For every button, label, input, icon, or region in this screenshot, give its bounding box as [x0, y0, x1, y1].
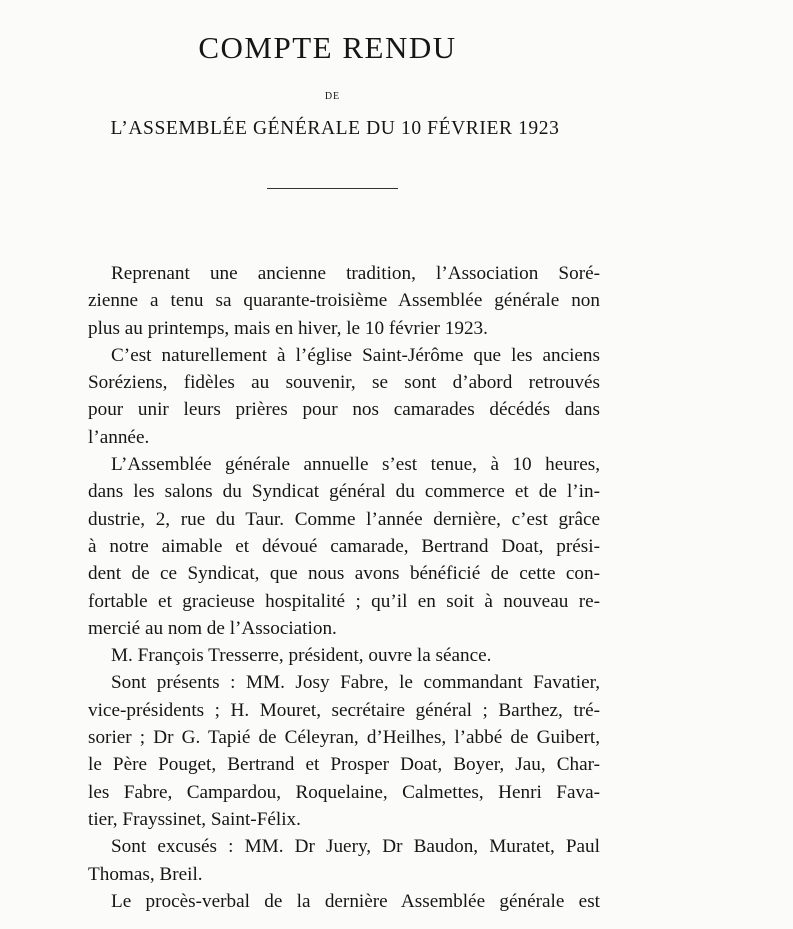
text-line: fortable et gracieuse hospitalité ; qu’il en soit à nouveau re-	[88, 590, 600, 612]
text-line: mercié au nom de l’Association.	[88, 617, 337, 639]
text-line: Sont présents : MM. Josy Fabre, le commandant Favatier,	[111, 672, 600, 694]
text-line: L’Assemblée générale annuelle s’est tenue, à 10 heures,	[111, 454, 600, 476]
text-line: Le procès-verbal de la dernière Assemblée générale est	[111, 890, 600, 912]
text-line: Sont excusés : MM. Dr Juery, Dr Baudon, Muratet, Paul	[111, 836, 600, 858]
body-text	[88, 260, 600, 915]
text-line: vice-présidents ; H. Mouret, secrétaire général ; Barthez, tré-	[88, 699, 600, 721]
text-line: Thomas, Breil.	[88, 863, 203, 885]
page-title: COMPTE RENDU	[198, 30, 457, 65]
text-line: M. François Tresserre, président, ouvre la séance.	[111, 645, 492, 667]
title-divider	[267, 188, 398, 189]
text-line: dustrie, 2, rue du Taur. Comme l’année dernière, c’est grâce	[88, 508, 600, 530]
text-line: le Père Pouget, Bertrand et Prosper Doat, Boyer, Jau, Char-	[88, 754, 600, 776]
text-line: plus au printemps, mais en hiver, le 10 février 1923.	[88, 317, 488, 339]
text-line: sorier ; Dr G. Tapié de Céleyran, d’Heilhes, l’abbé de Guibert,	[88, 727, 600, 749]
text-line: zienne a tenu sa quarante-troisième Assemblée générale non	[88, 290, 600, 312]
text-line: dent de ce Syndicat, que nous avons bénéficié de cette con-	[88, 563, 600, 585]
text-line: à notre aimable et dévoué camarade, Bertrand Doat, prési-	[88, 535, 600, 557]
text-line: l’année.	[88, 426, 150, 448]
page-subtitle: L’ASSEMBLÉE GÉNÉRALE DU 10 FÉVRIER 1923	[110, 118, 560, 139]
text-line: pour unir leurs prières pour nos camarades décédés dans	[88, 399, 600, 421]
text-line: dans les salons du Syndicat général du commerce et de l’in-	[88, 481, 600, 503]
title-connector: DE	[324, 91, 341, 102]
text-line: C’est naturellement à l’église Saint-Jérôme que les anciens	[111, 344, 600, 366]
text-line: Soréziens, fidèles au souvenir, se sont d’abord retrouvés	[88, 372, 600, 394]
text-line: Reprenant une ancienne tradition, l’Association Soré-	[111, 263, 600, 284]
text-line: tier, Frayssinet, Saint-Félix.	[88, 808, 301, 830]
text-line: les Fabre, Campardou, Roquelaine, Calmettes, Henri Fava-	[88, 781, 600, 803]
